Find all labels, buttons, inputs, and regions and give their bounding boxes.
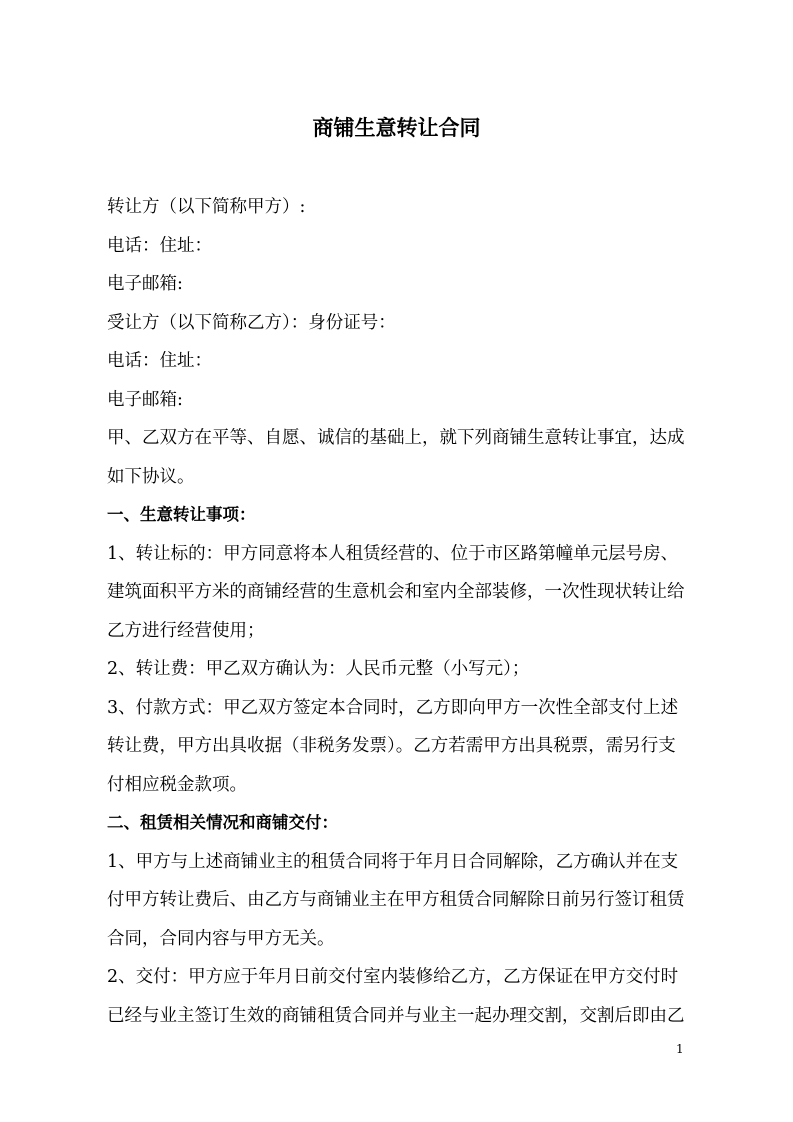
paragraph-line: 2、交付：甲方应于年月日前交付室内装修给乙方，乙方保证在甲方交付时 <box>107 967 679 987</box>
paragraph-line: 电话：住址： <box>107 235 212 256</box>
paragraph-line: 转让费，甲方出具收据（非税务发票）。乙方若需甲方出具税票，需另行支 <box>107 736 676 756</box>
paragraph-line: 甲、乙双方在平等、自愿、诚信的基础上，就下列商铺生意转让事宜，达成 <box>107 428 685 448</box>
document-title: 商铺生意转让合同 <box>312 116 481 140</box>
paragraph-line: 已经与业主签订生效的商铺租赁合同并与业主一起办理交割，交割后即由乙 <box>107 1005 685 1026</box>
paragraph-line: 如下协议。 <box>107 466 195 487</box>
paragraph-line: 电话：住址： <box>107 351 212 371</box>
page-number: 1 <box>676 1042 684 1056</box>
paragraph-line: 1、甲方与上述商铺业主的租赁合同将于年月日合同解除，乙方确认并在支 <box>107 851 679 872</box>
paragraph-line: 建筑面积平方米的商铺经营的生意机会和室内全部装修，一次性现状转让给 <box>107 582 685 602</box>
paragraph-line: 电子邮箱: <box>107 274 183 294</box>
paragraph-line: 转让方（以下简称甲方）: <box>107 197 306 217</box>
document-body <box>107 188 687 1035</box>
paragraph-line: 受让方（以下简称乙方）：身份证号： <box>107 312 396 333</box>
paragraph-line: 2、转让费：甲乙双方确认为：人民币元整（小写元）； <box>107 659 530 679</box>
paragraph-line: 电子邮箱: <box>107 389 183 410</box>
paragraph-line: 乙方进行经营使用； <box>107 620 265 641</box>
section-heading: 一、生意转让事项： <box>107 505 256 524</box>
paragraph-line: 合同，合同内容与甲方无关。 <box>107 928 335 949</box>
paragraph-line: 付相应税金款项。 <box>107 774 247 795</box>
paragraph-line: 1、转让标的：甲方同意将本人租赁经营的、位于市区路第幢单元层号房、 <box>107 543 679 564</box>
section-heading: 二、租赁相关情况和商铺交付： <box>107 813 338 832</box>
paragraph-line: 付甲方转让费后、由乙方与商铺业主在甲方租赁合同解除日前另行签订租赁 <box>107 890 685 910</box>
paragraph-line: 3、付款方式：甲乙双方签定本合同时，乙方即向甲方一次性全部支付上述 <box>107 697 679 718</box>
